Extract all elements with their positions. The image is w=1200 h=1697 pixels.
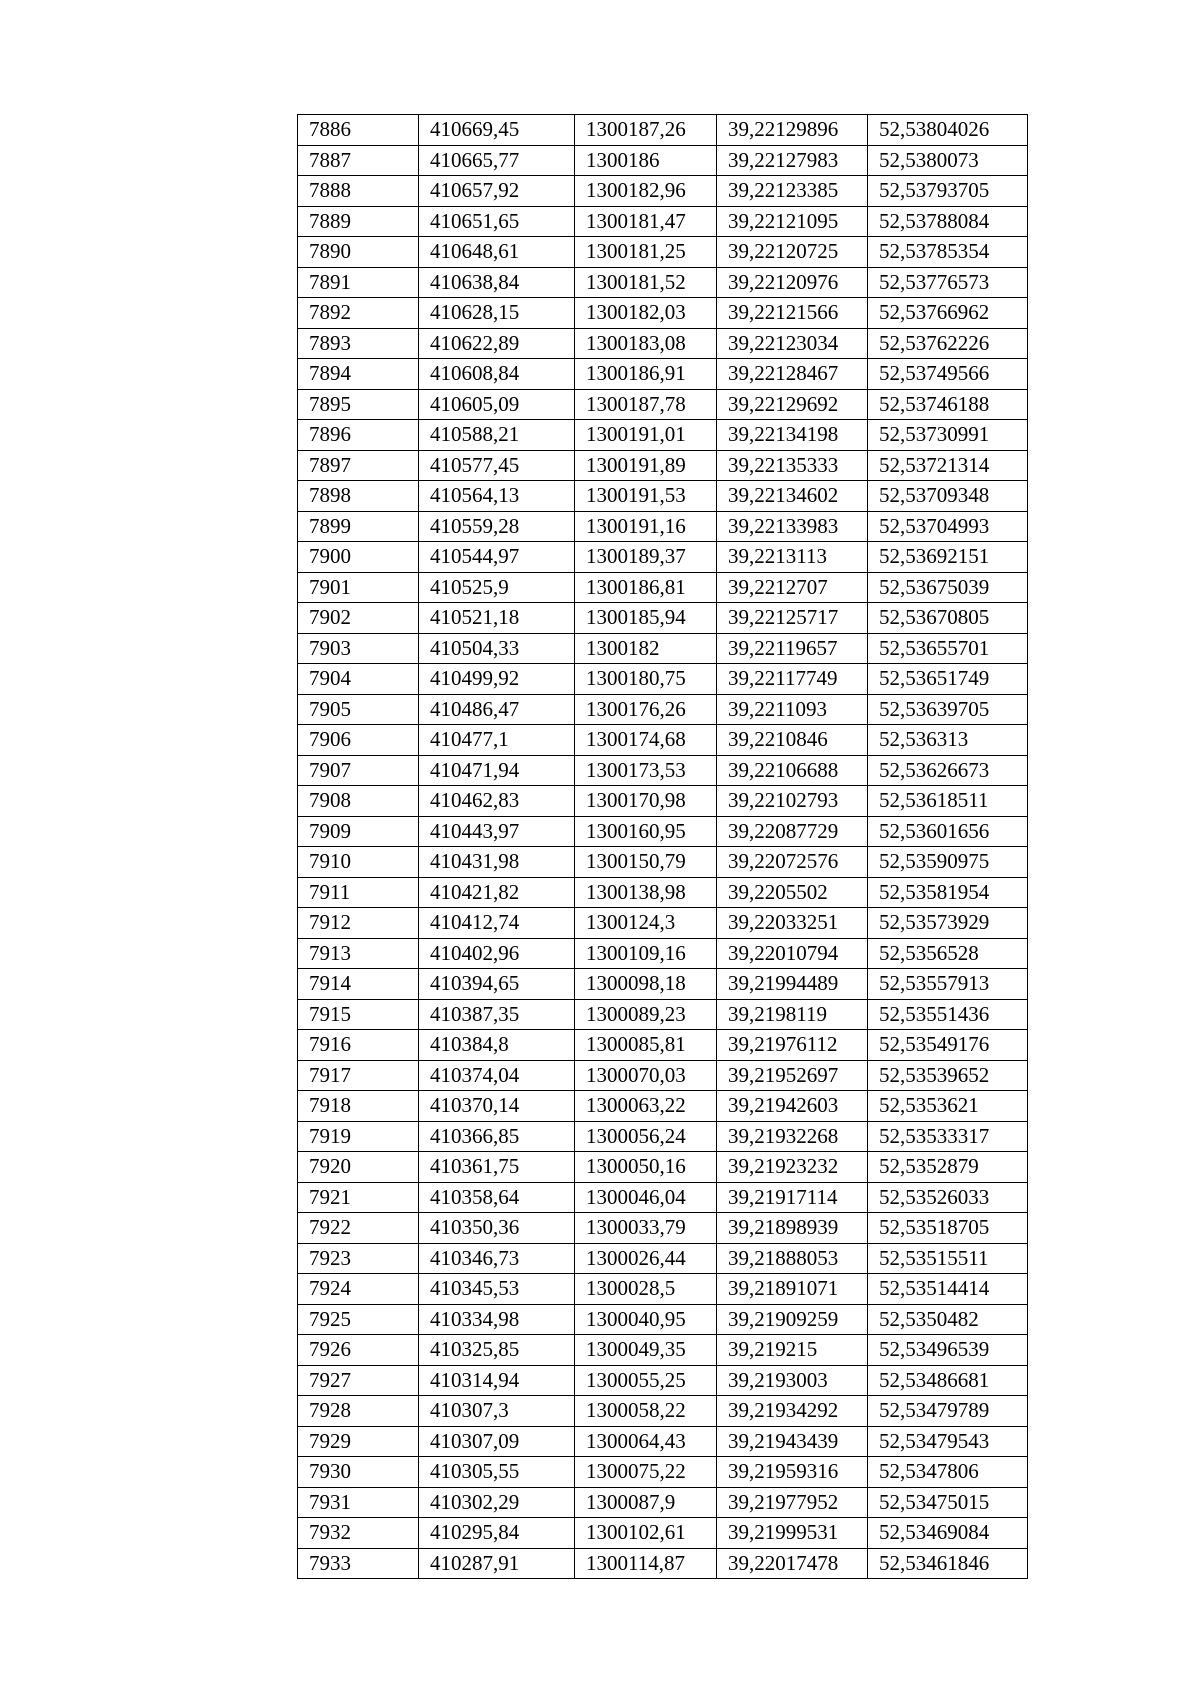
- table-row: [298, 847, 1028, 878]
- y-coordinate-cell: 1300186: [575, 145, 717, 176]
- table-row: [298, 176, 1028, 207]
- latitude-cell: 39,2205502: [717, 877, 868, 908]
- point-number-cell: 7901: [298, 572, 419, 603]
- latitude-cell: 39,22129692: [717, 389, 868, 420]
- x-coordinate-cell: 410477,1: [419, 725, 575, 756]
- table-row: [298, 1487, 1028, 1518]
- latitude-cell: 39,22134198: [717, 420, 868, 451]
- table-row: [298, 725, 1028, 756]
- latitude-cell: 39,22102793: [717, 786, 868, 817]
- point-number-cell: 7932: [298, 1518, 419, 1549]
- longitude-cell: 52,53486681: [868, 1365, 1028, 1396]
- point-number-cell: 7913: [298, 938, 419, 969]
- table-row: [298, 694, 1028, 725]
- x-coordinate-cell: 410302,29: [419, 1487, 575, 1518]
- y-coordinate-cell: 1300174,68: [575, 725, 717, 756]
- x-coordinate-cell: 410387,35: [419, 999, 575, 1030]
- table-row: [298, 328, 1028, 359]
- point-number-cell: 7887: [298, 145, 419, 176]
- y-coordinate-cell: 1300026,44: [575, 1243, 717, 1274]
- point-number-cell: 7923: [298, 1243, 419, 1274]
- point-number-cell: 7921: [298, 1182, 419, 1213]
- latitude-cell: 39,21888053: [717, 1243, 868, 1274]
- latitude-cell: 39,22128467: [717, 359, 868, 390]
- longitude-cell: 52,53721314: [868, 450, 1028, 481]
- longitude-cell: 52,53557913: [868, 969, 1028, 1000]
- x-coordinate-cell: 410346,73: [419, 1243, 575, 1274]
- y-coordinate-cell: 1300180,75: [575, 664, 717, 695]
- latitude-cell: 39,22117749: [717, 664, 868, 695]
- longitude-cell: 52,53670805: [868, 603, 1028, 634]
- latitude-cell: 39,2212707: [717, 572, 868, 603]
- table-row: [298, 1518, 1028, 1549]
- point-number-cell: 7893: [298, 328, 419, 359]
- longitude-cell: 52,53549176: [868, 1030, 1028, 1061]
- point-number-cell: 7916: [298, 1030, 419, 1061]
- latitude-cell: 39,22010794: [717, 938, 868, 969]
- point-number-cell: 7924: [298, 1274, 419, 1305]
- point-number-cell: 7891: [298, 267, 419, 298]
- table-row: [298, 1335, 1028, 1366]
- y-coordinate-cell: 1300040,95: [575, 1304, 717, 1335]
- x-coordinate-cell: 410605,09: [419, 389, 575, 420]
- latitude-cell: 39,21909259: [717, 1304, 868, 1335]
- x-coordinate-cell: 410608,84: [419, 359, 575, 390]
- point-number-cell: 7928: [298, 1396, 419, 1427]
- latitude-cell: 39,2211093: [717, 694, 868, 725]
- table-row: [298, 481, 1028, 512]
- y-coordinate-cell: 1300173,53: [575, 755, 717, 786]
- longitude-cell: 52,53746188: [868, 389, 1028, 420]
- table-row: [298, 1274, 1028, 1305]
- point-number-cell: 7896: [298, 420, 419, 451]
- point-number-cell: 7889: [298, 206, 419, 237]
- longitude-cell: 52,53655701: [868, 633, 1028, 664]
- x-coordinate-cell: 410544,97: [419, 542, 575, 573]
- latitude-cell: 39,21934292: [717, 1396, 868, 1427]
- y-coordinate-cell: 1300191,16: [575, 511, 717, 542]
- x-coordinate-cell: 410361,75: [419, 1152, 575, 1183]
- latitude-cell: 39,22127983: [717, 145, 868, 176]
- y-coordinate-cell: 1300055,25: [575, 1365, 717, 1396]
- x-coordinate-cell: 410665,77: [419, 145, 575, 176]
- longitude-cell: 52,53514414: [868, 1274, 1028, 1305]
- x-coordinate-cell: 410384,8: [419, 1030, 575, 1061]
- latitude-cell: 39,219215: [717, 1335, 868, 1366]
- point-number-cell: 7898: [298, 481, 419, 512]
- table-row: [298, 1213, 1028, 1244]
- longitude-cell: 52,53526033: [868, 1182, 1028, 1213]
- latitude-cell: 39,2213113: [717, 542, 868, 573]
- y-coordinate-cell: 1300181,25: [575, 237, 717, 268]
- y-coordinate-cell: 1300033,79: [575, 1213, 717, 1244]
- y-coordinate-cell: 1300160,95: [575, 816, 717, 847]
- x-coordinate-cell: 410374,04: [419, 1060, 575, 1091]
- latitude-cell: 39,22125717: [717, 603, 868, 634]
- y-coordinate-cell: 1300183,08: [575, 328, 717, 359]
- x-coordinate-cell: 410394,65: [419, 969, 575, 1000]
- x-coordinate-cell: 410622,89: [419, 328, 575, 359]
- y-coordinate-cell: 1300181,52: [575, 267, 717, 298]
- x-coordinate-cell: 410307,3: [419, 1396, 575, 1427]
- x-coordinate-cell: 410657,92: [419, 176, 575, 207]
- x-coordinate-cell: 410412,74: [419, 908, 575, 939]
- longitude-cell: 52,53704993: [868, 511, 1028, 542]
- y-coordinate-cell: 1300085,81: [575, 1030, 717, 1061]
- table-row: [298, 1457, 1028, 1488]
- latitude-cell: 39,21994489: [717, 969, 868, 1000]
- y-coordinate-cell: 1300187,78: [575, 389, 717, 420]
- table-row: [298, 1426, 1028, 1457]
- x-coordinate-cell: 410559,28: [419, 511, 575, 542]
- table-row: [298, 1030, 1028, 1061]
- x-coordinate-cell: 410462,83: [419, 786, 575, 817]
- longitude-cell: 52,53469084: [868, 1518, 1028, 1549]
- point-number-cell: 7914: [298, 969, 419, 1000]
- latitude-cell: 39,22120976: [717, 267, 868, 298]
- longitude-cell: 52,53601656: [868, 816, 1028, 847]
- longitude-cell: 52,53618511: [868, 786, 1028, 817]
- table-row: [298, 755, 1028, 786]
- y-coordinate-cell: 1300063,22: [575, 1091, 717, 1122]
- x-coordinate-cell: 410648,61: [419, 237, 575, 268]
- table-row: [298, 908, 1028, 939]
- table-row: [298, 389, 1028, 420]
- latitude-cell: 39,22134602: [717, 481, 868, 512]
- x-coordinate-cell: 410628,15: [419, 298, 575, 329]
- table-row: [298, 1396, 1028, 1427]
- longitude-cell: 52,53475015: [868, 1487, 1028, 1518]
- x-coordinate-cell: 410325,85: [419, 1335, 575, 1366]
- y-coordinate-cell: 1300189,37: [575, 542, 717, 573]
- x-coordinate-cell: 410305,55: [419, 1457, 575, 1488]
- point-number-cell: 7886: [298, 115, 419, 146]
- latitude-cell: 39,22129896: [717, 115, 868, 146]
- point-number-cell: 7908: [298, 786, 419, 817]
- y-coordinate-cell: 1300114,87: [575, 1548, 717, 1579]
- table-row: [298, 145, 1028, 176]
- point-number-cell: 7933: [298, 1548, 419, 1579]
- table-row: [298, 237, 1028, 268]
- y-coordinate-cell: 1300049,35: [575, 1335, 717, 1366]
- latitude-cell: 39,22087729: [717, 816, 868, 847]
- point-number-cell: 7927: [298, 1365, 419, 1396]
- y-coordinate-cell: 1300124,3: [575, 908, 717, 939]
- y-coordinate-cell: 1300056,24: [575, 1121, 717, 1152]
- longitude-cell: 52,5380073: [868, 145, 1028, 176]
- longitude-cell: 52,5352879: [868, 1152, 1028, 1183]
- longitude-cell: 52,53730991: [868, 420, 1028, 451]
- latitude-cell: 39,21943439: [717, 1426, 868, 1457]
- longitude-cell: 52,53515511: [868, 1243, 1028, 1274]
- latitude-cell: 39,21898939: [717, 1213, 868, 1244]
- latitude-cell: 39,22135333: [717, 450, 868, 481]
- y-coordinate-cell: 1300191,53: [575, 481, 717, 512]
- table-row: [298, 969, 1028, 1000]
- y-coordinate-cell: 1300046,04: [575, 1182, 717, 1213]
- longitude-cell: 52,53539652: [868, 1060, 1028, 1091]
- point-number-cell: 7919: [298, 1121, 419, 1152]
- longitude-cell: 52,53626673: [868, 755, 1028, 786]
- latitude-cell: 39,2210846: [717, 725, 868, 756]
- latitude-cell: 39,22119657: [717, 633, 868, 664]
- x-coordinate-cell: 410358,64: [419, 1182, 575, 1213]
- latitude-cell: 39,22017478: [717, 1548, 868, 1579]
- longitude-cell: 52,53776573: [868, 267, 1028, 298]
- point-number-cell: 7897: [298, 450, 419, 481]
- latitude-cell: 39,22123385: [717, 176, 868, 207]
- latitude-cell: 39,22072576: [717, 847, 868, 878]
- table-row: [298, 999, 1028, 1030]
- point-number-cell: 7929: [298, 1426, 419, 1457]
- x-coordinate-cell: 410521,18: [419, 603, 575, 634]
- point-number-cell: 7902: [298, 603, 419, 634]
- table-row: [298, 572, 1028, 603]
- y-coordinate-cell: 1300050,16: [575, 1152, 717, 1183]
- longitude-cell: 52,53651749: [868, 664, 1028, 695]
- latitude-cell: 39,22123034: [717, 328, 868, 359]
- point-number-cell: 7925: [298, 1304, 419, 1335]
- y-coordinate-cell: 1300028,5: [575, 1274, 717, 1305]
- table-row: [298, 115, 1028, 146]
- table-row: [298, 633, 1028, 664]
- table-row: [298, 542, 1028, 573]
- longitude-cell: 52,53692151: [868, 542, 1028, 573]
- latitude-cell: 39,22133983: [717, 511, 868, 542]
- table-row: [298, 1365, 1028, 1396]
- point-number-cell: 7906: [298, 725, 419, 756]
- y-coordinate-cell: 1300191,01: [575, 420, 717, 451]
- table-row: [298, 603, 1028, 634]
- table-row: [298, 450, 1028, 481]
- longitude-cell: 52,53675039: [868, 572, 1028, 603]
- longitude-cell: 52,53590975: [868, 847, 1028, 878]
- latitude-cell: 39,21917114: [717, 1182, 868, 1213]
- longitude-cell: 52,53785354: [868, 237, 1028, 268]
- point-number-cell: 7918: [298, 1091, 419, 1122]
- point-number-cell: 7915: [298, 999, 419, 1030]
- table-row: [298, 1548, 1028, 1579]
- y-coordinate-cell: 1300191,89: [575, 450, 717, 481]
- x-coordinate-cell: 410345,53: [419, 1274, 575, 1305]
- longitude-cell: 52,536313: [868, 725, 1028, 756]
- latitude-cell: 39,22121566: [717, 298, 868, 329]
- y-coordinate-cell: 1300075,22: [575, 1457, 717, 1488]
- longitude-cell: 52,53551436: [868, 999, 1028, 1030]
- y-coordinate-cell: 1300176,26: [575, 694, 717, 725]
- y-coordinate-cell: 1300185,94: [575, 603, 717, 634]
- x-coordinate-cell: 410443,97: [419, 816, 575, 847]
- latitude-cell: 39,21959316: [717, 1457, 868, 1488]
- longitude-cell: 52,53479789: [868, 1396, 1028, 1427]
- longitude-cell: 52,53573929: [868, 908, 1028, 939]
- latitude-cell: 39,22121095: [717, 206, 868, 237]
- table-row: [298, 1243, 1028, 1274]
- table-row: [298, 1304, 1028, 1335]
- y-coordinate-cell: 1300186,91: [575, 359, 717, 390]
- point-number-cell: 7907: [298, 755, 419, 786]
- coordinates-table: [297, 114, 1028, 1579]
- point-number-cell: 7903: [298, 633, 419, 664]
- point-number-cell: 7894: [298, 359, 419, 390]
- point-number-cell: 7888: [298, 176, 419, 207]
- y-coordinate-cell: 1300181,47: [575, 206, 717, 237]
- table-row: [298, 298, 1028, 329]
- point-number-cell: 7910: [298, 847, 419, 878]
- point-number-cell: 7909: [298, 816, 419, 847]
- x-coordinate-cell: 410287,91: [419, 1548, 575, 1579]
- longitude-cell: 52,53479543: [868, 1426, 1028, 1457]
- x-coordinate-cell: 410366,85: [419, 1121, 575, 1152]
- point-number-cell: 7931: [298, 1487, 419, 1518]
- longitude-cell: 52,53461846: [868, 1548, 1028, 1579]
- x-coordinate-cell: 410295,84: [419, 1518, 575, 1549]
- x-coordinate-cell: 410314,94: [419, 1365, 575, 1396]
- table-row: [298, 877, 1028, 908]
- y-coordinate-cell: 1300070,03: [575, 1060, 717, 1091]
- table-row: [298, 420, 1028, 451]
- point-number-cell: 7900: [298, 542, 419, 573]
- coordinates-table-body: [298, 115, 1028, 1579]
- y-coordinate-cell: 1300182,03: [575, 298, 717, 329]
- longitude-cell: 52,53581954: [868, 877, 1028, 908]
- point-number-cell: 7905: [298, 694, 419, 725]
- longitude-cell: 52,5350482: [868, 1304, 1028, 1335]
- longitude-cell: 52,53804026: [868, 115, 1028, 146]
- point-number-cell: 7912: [298, 908, 419, 939]
- x-coordinate-cell: 410669,45: [419, 115, 575, 146]
- table-row: [298, 664, 1028, 695]
- point-number-cell: 7904: [298, 664, 419, 695]
- longitude-cell: 52,5347806: [868, 1457, 1028, 1488]
- table-row: [298, 359, 1028, 390]
- latitude-cell: 39,21932268: [717, 1121, 868, 1152]
- longitude-cell: 52,53518705: [868, 1213, 1028, 1244]
- x-coordinate-cell: 410651,65: [419, 206, 575, 237]
- table-row: [298, 938, 1028, 969]
- table-row: [298, 1091, 1028, 1122]
- x-coordinate-cell: 410350,36: [419, 1213, 575, 1244]
- table-row: [298, 1182, 1028, 1213]
- x-coordinate-cell: 410564,13: [419, 481, 575, 512]
- x-coordinate-cell: 410334,98: [419, 1304, 575, 1335]
- y-coordinate-cell: 1300170,98: [575, 786, 717, 817]
- longitude-cell: 52,53793705: [868, 176, 1028, 207]
- point-number-cell: 7920: [298, 1152, 419, 1183]
- x-coordinate-cell: 410504,33: [419, 633, 575, 664]
- table-row: [298, 786, 1028, 817]
- y-coordinate-cell: 1300087,9: [575, 1487, 717, 1518]
- longitude-cell: 52,53709348: [868, 481, 1028, 512]
- x-coordinate-cell: 410525,9: [419, 572, 575, 603]
- x-coordinate-cell: 410499,92: [419, 664, 575, 695]
- y-coordinate-cell: 1300064,43: [575, 1426, 717, 1457]
- longitude-cell: 52,53788084: [868, 206, 1028, 237]
- latitude-cell: 39,22106688: [717, 755, 868, 786]
- x-coordinate-cell: 410307,09: [419, 1426, 575, 1457]
- y-coordinate-cell: 1300182,96: [575, 176, 717, 207]
- y-coordinate-cell: 1300089,23: [575, 999, 717, 1030]
- table-row: [298, 1152, 1028, 1183]
- y-coordinate-cell: 1300138,98: [575, 877, 717, 908]
- latitude-cell: 39,2193003: [717, 1365, 868, 1396]
- longitude-cell: 52,5356528: [868, 938, 1028, 969]
- longitude-cell: 52,53749566: [868, 359, 1028, 390]
- point-number-cell: 7895: [298, 389, 419, 420]
- x-coordinate-cell: 410402,96: [419, 938, 575, 969]
- table-row: [298, 1121, 1028, 1152]
- y-coordinate-cell: 1300102,61: [575, 1518, 717, 1549]
- x-coordinate-cell: 410577,45: [419, 450, 575, 481]
- x-coordinate-cell: 410421,82: [419, 877, 575, 908]
- table-row: [298, 816, 1028, 847]
- x-coordinate-cell: 410486,47: [419, 694, 575, 725]
- x-coordinate-cell: 410638,84: [419, 267, 575, 298]
- point-number-cell: 7890: [298, 237, 419, 268]
- table-row: [298, 267, 1028, 298]
- longitude-cell: 52,53533317: [868, 1121, 1028, 1152]
- longitude-cell: 52,53766962: [868, 298, 1028, 329]
- point-number-cell: 7911: [298, 877, 419, 908]
- latitude-cell: 39,21923232: [717, 1152, 868, 1183]
- point-number-cell: 7930: [298, 1457, 419, 1488]
- y-coordinate-cell: 1300058,22: [575, 1396, 717, 1427]
- y-coordinate-cell: 1300182: [575, 633, 717, 664]
- point-number-cell: 7892: [298, 298, 419, 329]
- x-coordinate-cell: 410588,21: [419, 420, 575, 451]
- latitude-cell: 39,22120725: [717, 237, 868, 268]
- table-row: [298, 1060, 1028, 1091]
- longitude-cell: 52,53639705: [868, 694, 1028, 725]
- latitude-cell: 39,22033251: [717, 908, 868, 939]
- latitude-cell: 39,21976112: [717, 1030, 868, 1061]
- longitude-cell: 52,5353621: [868, 1091, 1028, 1122]
- y-coordinate-cell: 1300109,16: [575, 938, 717, 969]
- latitude-cell: 39,21999531: [717, 1518, 868, 1549]
- y-coordinate-cell: 1300150,79: [575, 847, 717, 878]
- latitude-cell: 39,21952697: [717, 1060, 868, 1091]
- point-number-cell: 7922: [298, 1213, 419, 1244]
- table-row: [298, 511, 1028, 542]
- latitude-cell: 39,21977952: [717, 1487, 868, 1518]
- y-coordinate-cell: 1300098,18: [575, 969, 717, 1000]
- x-coordinate-cell: 410471,94: [419, 755, 575, 786]
- point-number-cell: 7899: [298, 511, 419, 542]
- longitude-cell: 52,53762226: [868, 328, 1028, 359]
- table-row: [298, 206, 1028, 237]
- point-number-cell: 7926: [298, 1335, 419, 1366]
- latitude-cell: 39,21942603: [717, 1091, 868, 1122]
- longitude-cell: 52,53496539: [868, 1335, 1028, 1366]
- point-number-cell: 7917: [298, 1060, 419, 1091]
- x-coordinate-cell: 410370,14: [419, 1091, 575, 1122]
- latitude-cell: 39,21891071: [717, 1274, 868, 1305]
- x-coordinate-cell: 410431,98: [419, 847, 575, 878]
- y-coordinate-cell: 1300187,26: [575, 115, 717, 146]
- y-coordinate-cell: 1300186,81: [575, 572, 717, 603]
- latitude-cell: 39,2198119: [717, 999, 868, 1030]
